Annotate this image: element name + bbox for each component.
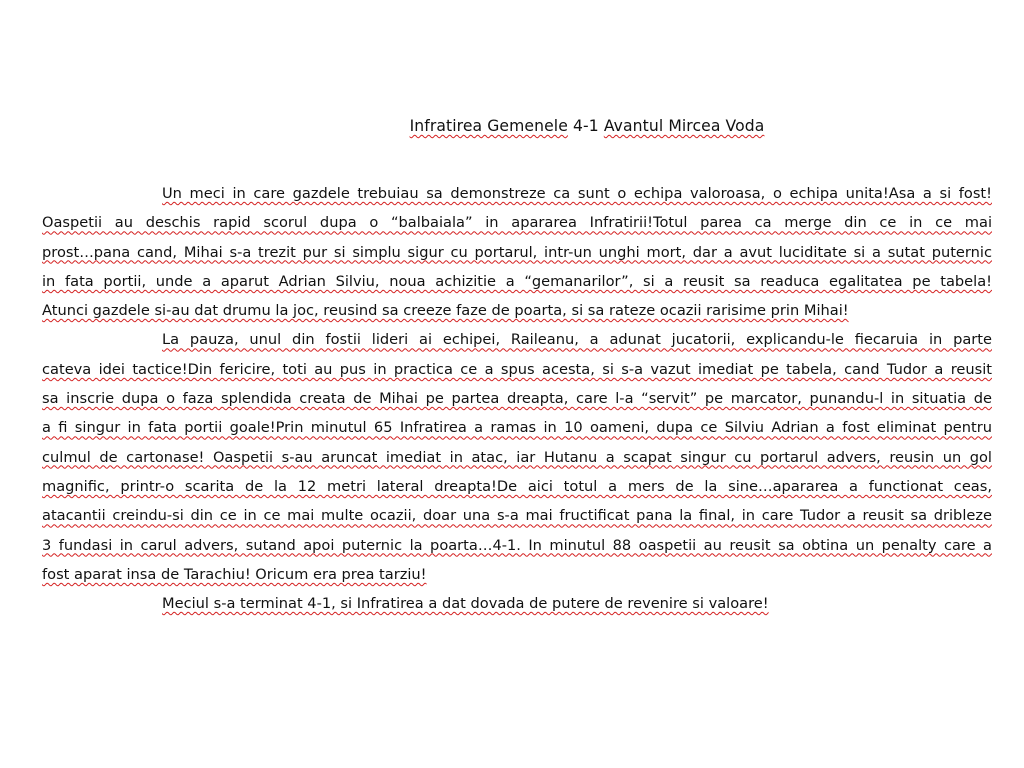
text-line: Atunci gazdele si-au dat drumu la joc, reusind sa creeze faze de poarta, si sa rateze ocazii rarisime prin Mihai! (42, 302, 849, 320)
text-line: magnific, printr-o scarita de la 12 metri lateral dreapta!De aici totul a mers de la sine…apararea a functionat ceas, (42, 477, 992, 495)
text-line: Un meci in care gazdele trebuiau sa demonstreze ca sunt o echipa valoroasa, o echipa unita!Asa a si fost! (162, 185, 992, 202)
text-line: Meciul s-a terminat 4-1, si Infratirea a dat dovada de putere de revenire si valoare! (162, 595, 769, 613)
text-line: prost…pana cand, Mihai s-a trezit pur si simplu sigur cu portarul, intr-un unghi mort, dar a avut luciditate si a sutat puternic (42, 243, 992, 261)
article-body (42, 179, 992, 618)
text-line: Oaspetii au deschis rapid scorul dupa o “balbaiala” in apararea Infratirii!Totul parea ca merge din ce in ce mai (42, 214, 992, 232)
text-line: La pauza, unul din fostii lideri ai echipei, Raileanu, a adunat jucatorii, explicandu-le fiecaruia in parte (162, 331, 992, 349)
text-line: culmul de cartonase! Oaspetii s-au aruncat imediat in atac, iar Hutanu a scapat singur cu portarul advers, reusin un gol (42, 448, 992, 466)
page-title (0, 114, 1024, 138)
text-line: 3 fundasi in carul advers, sutand apoi puternic la poarta…4-1. In minutul 88 oaspetii au reusit sa obtina un penalty care a (42, 536, 992, 554)
text-line: in fata portii, unde a aparut Adrian Silviu, noua achizitie a “gemanarilor”, si a reusit sa readuca egalitatea pe tabela! (42, 272, 992, 290)
text-line: atacantii creindu-si din ce in ce mai multe ocazii, doar una s-a mai fructificat pana la final, in care Tudor a reusit sa dribleze (42, 507, 992, 525)
away-team-name: Avantul Mircea Voda (603, 117, 765, 135)
match-score: 4-1 (572, 117, 599, 135)
home-team-name: Infratirea Gemenele (409, 117, 568, 135)
text-line: sa inscrie dupa o faza splendida creata de Mihai pe partea dreapta, care l-a “servit” pe marcator, punandu-l in situatia de (42, 390, 992, 408)
text-line: fost aparat insa de Tarachiu! Oricum era prea tarziu! (42, 565, 427, 583)
text-line: a fi singur in fata portii goale!Prin minutul 65 Infratirea a ramas in 10 oameni, dupa ce Silviu Adrian a fost eliminat pentru (42, 419, 992, 437)
text-line: cateva idei tactice!Din fericire, toti au pus in practica ce a spus acesta, si s-a vazut imediat pe tabela, cand Tudor a reusit (42, 360, 992, 378)
